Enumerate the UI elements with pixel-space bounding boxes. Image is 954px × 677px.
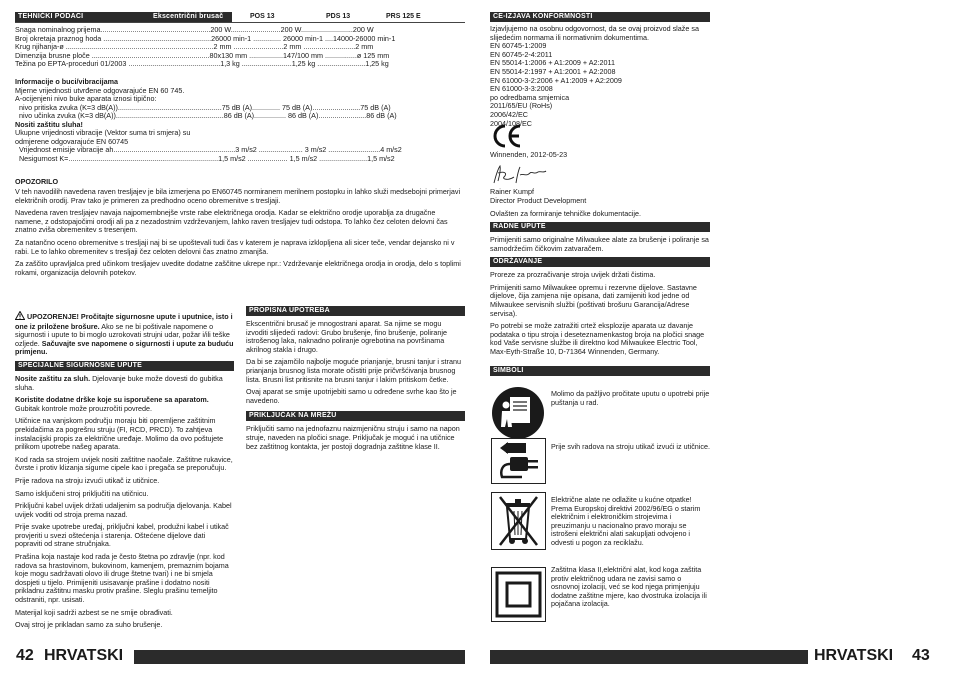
maintenance-paragraph: Proreze za prozračivanje stroja uvijek držati čistima. <box>490 270 656 280</box>
safety-intro-text: Ako se ne bi poštivale napomene o sigurnosti i upute to bi moglo uzrokovati strujni udar, požar i/ili teške ozljede. <box>15 321 230 348</box>
hearing-protection-note: Nositi zaštitu sluha! <box>15 119 83 129</box>
model-3: PRS 125 E <box>386 13 421 20</box>
noise-block <box>15 78 465 130</box>
ce-mark-logo <box>491 124 523 148</box>
maintenance-header: ODRŽAVANJE <box>490 257 710 267</box>
special-item <box>15 375 234 392</box>
read-manual-icon <box>491 383 546 443</box>
work-paragraph: Primijeniti samo originalne Milwaukee alate za brušenje i poliranje sa samodržećim čičkovim zatvaračem. <box>490 235 709 253</box>
vibration-block <box>15 129 465 163</box>
special-item: Utičnice na vanjskom području moraju biti opremljene zaštitnim prekidačima za pogrešnu struju (FI, RCD, PRCD). To zahtjeva instalacijski propis za električne uređaje. Molimo da ovo poštujete prilikom upotrebe našeg aparata. <box>15 416 224 452</box>
special-item: Prašina koja nastaje kod rada je često štetna po zdravlje (npr. kod radova sa hrastovinom, bukovinom, kamenjem, premaznim bojama koje mogu sadržavati olovo ili druge štetne tvari) i ne bi smjela dospjeti u tijelo. Primijeniti usisavanje prašine i dodatno nositi prikladnu zaštitnu masku protiv prašine. Sleglu prašinu temeljito odstraniti, npr. usisati. <box>15 552 229 605</box>
signature-image <box>490 163 550 187</box>
safety-intro-bold: UPOZORENJE! Pročitajte sigurnosne upute i uputnice, isto i one iz priložene brošure. <box>15 312 233 331</box>
ce-column <box>490 12 710 128</box>
vibration-line: odmjerene odgovarajuće EN 60745 <box>15 136 129 146</box>
symbol-text-weee: Električne alate ne odlažite u kućne otpatke! Prema Europskoj direktivi 2002/96/EG o starim električnim i elektroničkim strojevima i preuzimanju u nacionalno pravo moraju se istrošeni električni alati sakupljati odvojeno i odvesti u pogon za reciklažu. <box>551 495 701 547</box>
signer-title: Director Product Development <box>490 195 587 205</box>
special-item: Kod rada sa strojem uvijek nositi zaštitne naočale. Zaštitne rukavice, čvrste i protiv klizanja sigurne cipele kao i pregača se preporučuju. <box>15 454 233 473</box>
maintenance-paragraph: Po potrebi se može zatražiti crtež eksplozije aparata uz davanje podataka o tipu stroja i deseteznamenkastog broja na pločici snage kod Vaše servisne službe ili direktno kod Milwaukee Electric Tool, Max-Eyth-Straße 10, D-71364 Winnenden, Germany. <box>490 321 705 356</box>
usage-paragraph: Ekscentrični brusač je mnogostrani aparat. Sa njime se mogu izvoditi slijedeći radovi: Grubo brušenje, fino brušenje, poliranje istrošenog laka, naknadno poliranje ogrebotina na površinama akrilnog stakla i drugo. <box>246 319 447 354</box>
right-page-language: HRVATSKI <box>814 647 894 664</box>
spec-line: Težina po EPTA-proceduri 01/2003 ..............................................1,3 kg .........................1,25 kg ........................1,25 kg <box>15 59 389 69</box>
ce-line: 2006/42/EC <box>490 109 528 119</box>
noise-title: Informacije o buci/vibracijama <box>15 78 119 86</box>
ce-line: EN 61000-3-3:2008 <box>490 84 553 94</box>
usage-column <box>246 306 465 455</box>
tech-data-product: Ekscentrični brusač <box>153 13 224 20</box>
right-page-number: 43 <box>912 647 930 664</box>
ce-line: EN 55014-1:2006 + A1:2009 + A2:2011 <box>490 58 615 68</box>
symbols-header: SIMBOLI <box>490 366 710 376</box>
special-item: Prije svake upotrebe uređaj, priključni kabel, produžni kabel i utikač provjeriti u svezi oštećenja i starenja. Oštećene dijelove dati popraviti od strane stručnjaka. <box>15 522 229 549</box>
special-item-text: Djelovanje buke može dovesti do gubitka sluha. <box>15 373 223 392</box>
spec-line: Krug njihanja-ø ..........................................................................2 mm .........................2 mm ..........................2 mm <box>15 42 374 52</box>
class-ii-icon <box>491 567 546 622</box>
weee-bin-icon <box>491 492 546 550</box>
special-item <box>15 396 234 413</box>
special-item: Ovaj stroj je prikladan samo za suho brušenje. <box>15 620 163 630</box>
warning-paragraph: Za zaščito upravljalca pred učinkom tresljajev uvedite dodatne zaščitne ukrepe npr.: Vzdrževanje električnega orodja in orodja, delo s toplimi rokami, organizacija delovnih potekov. <box>15 259 461 277</box>
ce-header: CE-IZJAVA KONFORMNOSTI <box>490 12 710 22</box>
special-item-text: Gubitak kontrole može prouzročiti povrede. <box>15 403 153 413</box>
warning-title: OPOZORILO <box>15 177 59 186</box>
warning-paragraph: Za natančno oceno obremenitve s tresljaji naj bi se upoštevali tudi čas v katerem je naprava izklopljena ali sicer teče, vendar dejansko ni v rabi. Le to lahko obremenitev s tresljaji čez celoten delovni čas znatno zmanjša. <box>15 237 455 256</box>
ce-line: EN 61000-3-2:2006 + A1:2009 + A2:2009 <box>490 75 622 85</box>
special-item: Samo isključeni stroj priključiti na utičnicu. <box>15 488 149 498</box>
vibration-line: Ukupne vrijednosti vibracije (Vektor suma tri smjera) su <box>15 129 191 137</box>
work-header: RADNE UPUTE <box>490 222 710 232</box>
tech-data-title: TEHNIČKI PODACI <box>18 13 84 20</box>
warning-paragraph: Navedena raven tresljajev navaja najpomembnejše vrste rabe električnega orodja. Kadar se električno orodje uporablja za drugačne namene, z odstopajočimi orodji ali pa z nezadostnim vzdrževanjem, lahko raven tresljajev tudi odstopa. To lahko čez celoten delovni čas znatno zviša obremenitev s tresenjem. <box>15 208 448 235</box>
noise-line: A-ocijenjeni nivo buke aparata iznosi tipično: <box>15 94 157 104</box>
signer-block <box>490 188 710 219</box>
symbol-text-unplug: Prije svih radova na stroju utikač izvući iz utičnice. <box>551 442 710 451</box>
ce-line: 2011/65/EU (RoHs) <box>490 101 553 111</box>
ce-line: 2004/108/EC <box>490 118 532 128</box>
warning-paragraph: V teh navodilih navedena raven tresljajev je bila izmerjena po EN60745 normiranem merilnem postopku in lahko služi medsebojni primerjavi električnih orodij. Prav tako je primeren za predhodno oceno obremenitve s tresljaji. <box>15 187 461 205</box>
ce-line: po odredbama smjernica <box>490 92 570 102</box>
usage-header: PROPISNA UPOTREBA <box>246 306 465 316</box>
ce-line: EN 55014-2:1997 + A1:2001 + A2:2008 <box>490 66 616 76</box>
special-safety-header: SPECIJALNE SIGURNOSNE UPUTE <box>15 361 234 371</box>
special-item: Prije radova na stroju izvući utikač iz utičnice. <box>15 475 160 485</box>
spec-line: Broj okretaja praznog hoda ......................................................26000 min-1 .............. 26000 min-1 ....14000-26000 min-1 <box>15 33 396 43</box>
spec-line: Snaga nominalnog prijema.......................................................200 W.........................200 W..........................200 W <box>15 26 374 34</box>
warning-text <box>15 188 465 281</box>
noise-line: nivo pritiska zvuka (K=3 dB(A))....................................................75 dB (A).............. 75 dB (A)........................75 dB (A) <box>15 102 391 112</box>
spec-list <box>15 26 465 69</box>
model-2: PDS 13 <box>326 13 351 20</box>
ce-line: EN 60745-1:2009 <box>490 41 547 51</box>
special-item: Priključni kabel uvijek držati udaljenim sa područja djelovanja. Kabel uvijek voditi od stroja prema nazad. <box>15 501 232 519</box>
special-item-bold: Koristite dodatne drške koje su isporučene sa aparatom. <box>15 395 209 405</box>
signer-name: Rainer Kumpf <box>490 187 534 196</box>
tech-header-rule <box>15 22 465 23</box>
place-date: Winnenden, 2012-05-23 <box>490 150 568 159</box>
usage-paragraph: Da bi se zajamčilo najbolje moguće prianjanje, brusni tanjur i stranu prianjanja brusnog lista morate očistiti prije pričvršćivanja brusnog lista. Brusni list pritisnite na brusni tanjur i lakim pritiskom četke. <box>246 357 461 384</box>
safety-intro-keep: Sačuvajte sve napomene o sigurnosti i upute za buduću primjenu. <box>15 338 234 357</box>
spec-line: Dimenzija brusne ploče ...........................................................80x130 mm .................147/100 mm ................ø 125 mm <box>15 50 390 60</box>
mains-paragraph: Priključiti samo na jednofaznu naizmjeničnu struju i samo na napon struje, naveden na pločici snage. Priključak je moguć i na utičnice bez zaštitnog kontakta, jer postoji dogradnja zaštitne klase II. <box>246 424 460 451</box>
special-item: Materijal koji sadrži azbest se ne smije obrađivati. <box>15 607 173 617</box>
symbol-text-class-ii: Zaštitna klasa II,električni alat, kod koga zaštita protiv električnog udara ne zavisi samo o osnovnoj izolaciji, već se kod njega primjenjuju dodatne zaštitne mjere, kao dvostruka izolacija ili pojačana izolacija. <box>551 565 707 609</box>
model-1: POS 13 <box>250 13 275 20</box>
noise-line: nivo učinka zvuka (K=3 dB(A))......................................................86 dB (A)................ 86 dB (A)........................86 dB (A) <box>15 111 397 121</box>
vibration-line: Nesigurnost K=...........................................................................1,5 m/s2 .................... 1,5 m/s2 ........................1,5 m/s2 <box>15 153 395 163</box>
left-page-language: HRVATSKI <box>44 647 124 664</box>
usage-paragraph: Ovaj aparat se smije upotrijebiti samo u određene svrhe kao što je navedeno. <box>246 387 457 405</box>
ce-line: EN 60745-2-4:2011 <box>490 49 553 59</box>
special-item-bold: Nosite zaštitu za sluh. <box>15 373 91 383</box>
right-footer-bar <box>490 650 808 664</box>
signer-authorization: Ovlašten za formiranje tehničke dokumentacije. <box>490 209 642 219</box>
safety-column <box>15 311 234 634</box>
maintenance-paragraph: Primijeniti samo Milwaukee opremu i rezervne dijelove. Sastavne dijelove, čija zamjena nije opisana, dati zamijeniti kod jedne od Milwaukee servisnih službi (poštivati brošuru Garancija/Adrese servisa). <box>490 282 697 318</box>
symbol-text-read-manual: Molimo da pažljivo pročitate uputu o upotrebi prije puštanja u rad. <box>551 389 710 407</box>
noise-line: Mjerne vrijednosti utvrđene odgovarajuće EN 60 745. <box>15 85 185 95</box>
ce-line: Izjavljujemo na osobnu odgovornost, da se ovaj proizvod slaže sa slijedećim normama ili normativnim dokumentima. <box>490 24 699 42</box>
left-footer-bar <box>134 650 465 664</box>
left-page-number: 42 <box>16 647 34 664</box>
work-column <box>490 222 710 361</box>
tech-data-header <box>15 12 232 22</box>
safety-intro <box>15 311 234 357</box>
mains-header: PRIKLJUČAK NA MREŽU <box>246 411 465 421</box>
vibration-line: Vrijednost emisije vibracije ah.............................................................3 m/s2 ...................... 3 m/s2 ..........................4 m/s2 <box>15 145 402 155</box>
unplug-icon <box>491 438 546 484</box>
